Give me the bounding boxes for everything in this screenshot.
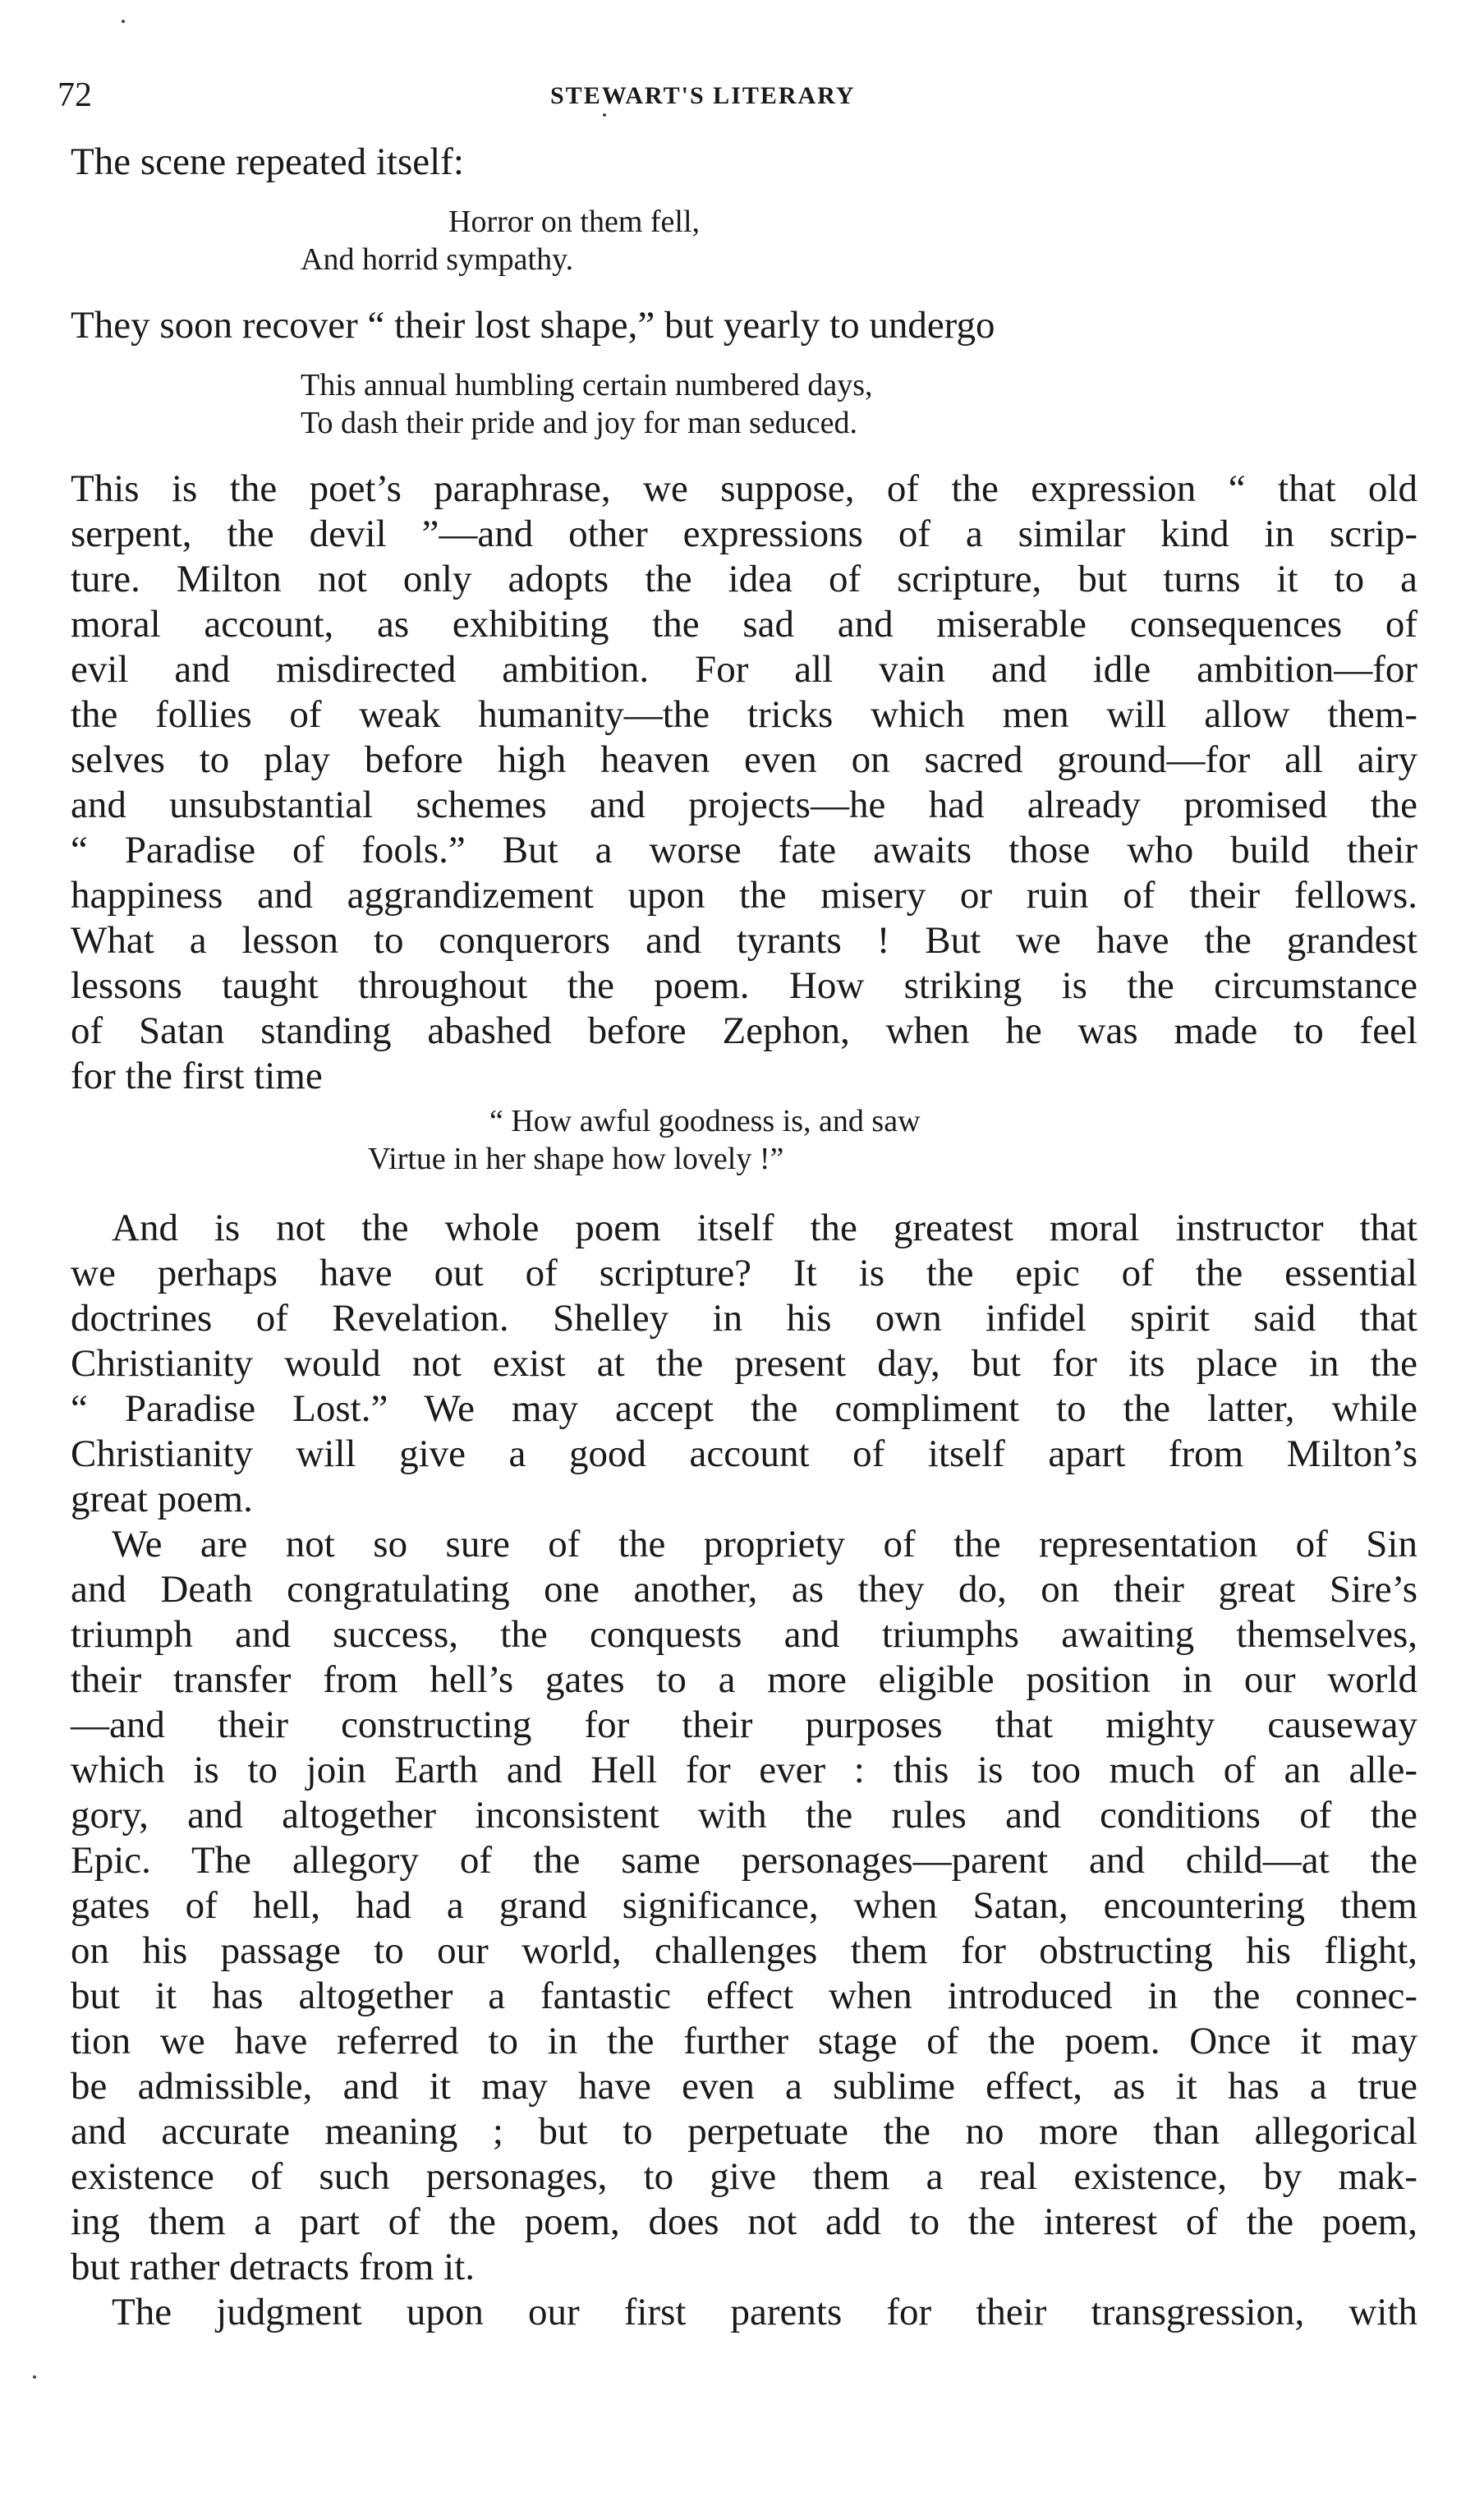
page-header: [57, 76, 1421, 117]
verse-quote: [71, 203, 1417, 278]
paragraph-line: —and their constructing for their purposes that mighty causeway: [71, 1703, 1417, 1746]
paragraph-line: Christianity would not exist at the present day, but for its place in the: [71, 1342, 1417, 1385]
page-number: 72: [57, 76, 92, 114]
paragraph-line: lessons taught throughout the poem. How striking is the circumstance: [71, 964, 1417, 1007]
paragraph: [71, 1522, 1417, 2290]
paragraph-line: And is not the whole poem itself the greatest moral instructor that: [112, 1207, 1417, 1249]
verse-line: To dash their pride and joy for man seduced.: [301, 406, 857, 440]
paragraph-line: Epic. The allegory of the same personages—parent and child—at the: [71, 1839, 1417, 1882]
paragraph-line: for the first time: [71, 1055, 323, 1097]
paragraph-line: ture. Milton not only adopts the idea of scripture, but turns it to a: [71, 558, 1417, 600]
paragraph-line: evil and misdirected ambition. For all vain and idle ambition—for: [71, 648, 1417, 691]
paragraph-line: which is to join Earth and Hell for ever : this is too much of an alle-: [71, 1749, 1417, 1791]
paragraph-line: selves to play before high heaven even on sacred ground—for all airy: [71, 738, 1417, 781]
paragraph-line: we perhaps have out of scripture? It is the epic of the essential: [71, 1252, 1417, 1294]
paragraph-line: They soon recover “ their lost shape,” but yearly to undergo: [71, 304, 995, 347]
paragraph-line: The judgment upon our first parents for their transgression, with: [112, 2291, 1417, 2333]
body-text: [71, 140, 1417, 2335]
paragraph-line: This is the poet’s paraphrase, we suppose, of the expression “ that old: [71, 467, 1417, 510]
verse-line: Horror on them fell,: [448, 205, 701, 239]
verse-quote: [71, 366, 1417, 442]
paragraph-line: Christianity will give a good account of itself apart from Milton’s: [71, 1432, 1417, 1475]
paragraph-line: gates of hell, had a grand significance, when Satan, encountering them: [71, 1884, 1417, 1927]
verse-line: Virtue in her shape how lovely !”: [368, 1142, 784, 1176]
paragraph-line: triumph and success, the conquests and triumphs awaiting themselves,: [71, 1613, 1417, 1656]
paragraph-line: ing them a part of the poem, does not add to the interest of the poem,: [71, 2200, 1417, 2243]
speck-mark: [33, 2375, 36, 2379]
paragraph-line: great poem.: [71, 1478, 253, 1520]
paragraph-line: What a lesson to conquerors and tyrants ! But we have the grandest: [71, 919, 1417, 962]
paragraph: [71, 467, 1417, 1099]
speck-mark: [122, 20, 125, 23]
paragraph-line: but it has altogether a fantastic effect when introduced in the connec-: [71, 1975, 1417, 2017]
verse-line: This annual humbling certain numbered days,: [301, 368, 873, 402]
verse-quote: [71, 1102, 1417, 1178]
paragraph-line: gory, and altogether inconsistent with the rules and conditions of the: [71, 1794, 1417, 1837]
paragraph: [71, 1206, 1417, 1522]
paragraph-line: but rather detracts from it.: [71, 2246, 476, 2288]
paragraph-line: serpent, the devil ”—and other expressions of a similar kind in scrip-: [71, 513, 1417, 555]
running-title: STEWART'S LITERARY: [550, 82, 856, 109]
paragraph-line: be admissible, and it may have even a sublime effect, as it has a true: [71, 2065, 1417, 2108]
paragraph-line: doctrines of Revelation. Shelley in his own infidel spirit said that: [71, 1297, 1417, 1340]
paragraph-line: happiness and aggrandizement upon the misery or ruin of their fellows.: [71, 874, 1417, 917]
paragraph-line: and unsubstantial schemes and projects—he had already promised the: [71, 784, 1417, 826]
paragraph-line: The scene repeated itself:: [71, 140, 464, 183]
paragraph-line: existence of such personages, to give them a real existence, by mak-: [71, 2155, 1417, 2198]
paragraph-line: of Satan standing abashed before Zephon, when he was made to feel: [71, 1009, 1417, 1052]
verse-line: And horrid sympathy.: [301, 242, 574, 277]
paragraph-line: and accurate meaning ; but to perpetuate the no more than allegorical: [71, 2110, 1417, 2153]
paragraph-line: tion we have referred to in the further stage of the poem. Once it may: [71, 2020, 1417, 2062]
paragraph-line: “ Paradise of fools.” But a worse fate awaits those who build their: [71, 829, 1417, 871]
paragraph-line: their transfer from hell’s gates to a more eligible position in our world: [71, 1658, 1417, 1701]
paragraph-line: and Death congratulating one another, as they do, on their great Sire’s: [71, 1568, 1417, 1611]
paragraph-line: on his passage to our world, challenges them for obstructing his flight,: [71, 1929, 1417, 1972]
paragraph-line: “ Paradise Lost.” We may accept the compliment to the latter, while: [71, 1387, 1417, 1430]
verse-line: “ How awful goodness is, and saw: [489, 1104, 921, 1138]
paragraph-line: the follies of weak humanity—the tricks which men will allow them-: [71, 693, 1417, 736]
paragraph-line: We are not so sure of the propriety of the representation of Sin: [112, 1523, 1417, 1566]
paragraph-line: moral account, as exhibiting the sad and miserable consequences of: [71, 603, 1417, 646]
